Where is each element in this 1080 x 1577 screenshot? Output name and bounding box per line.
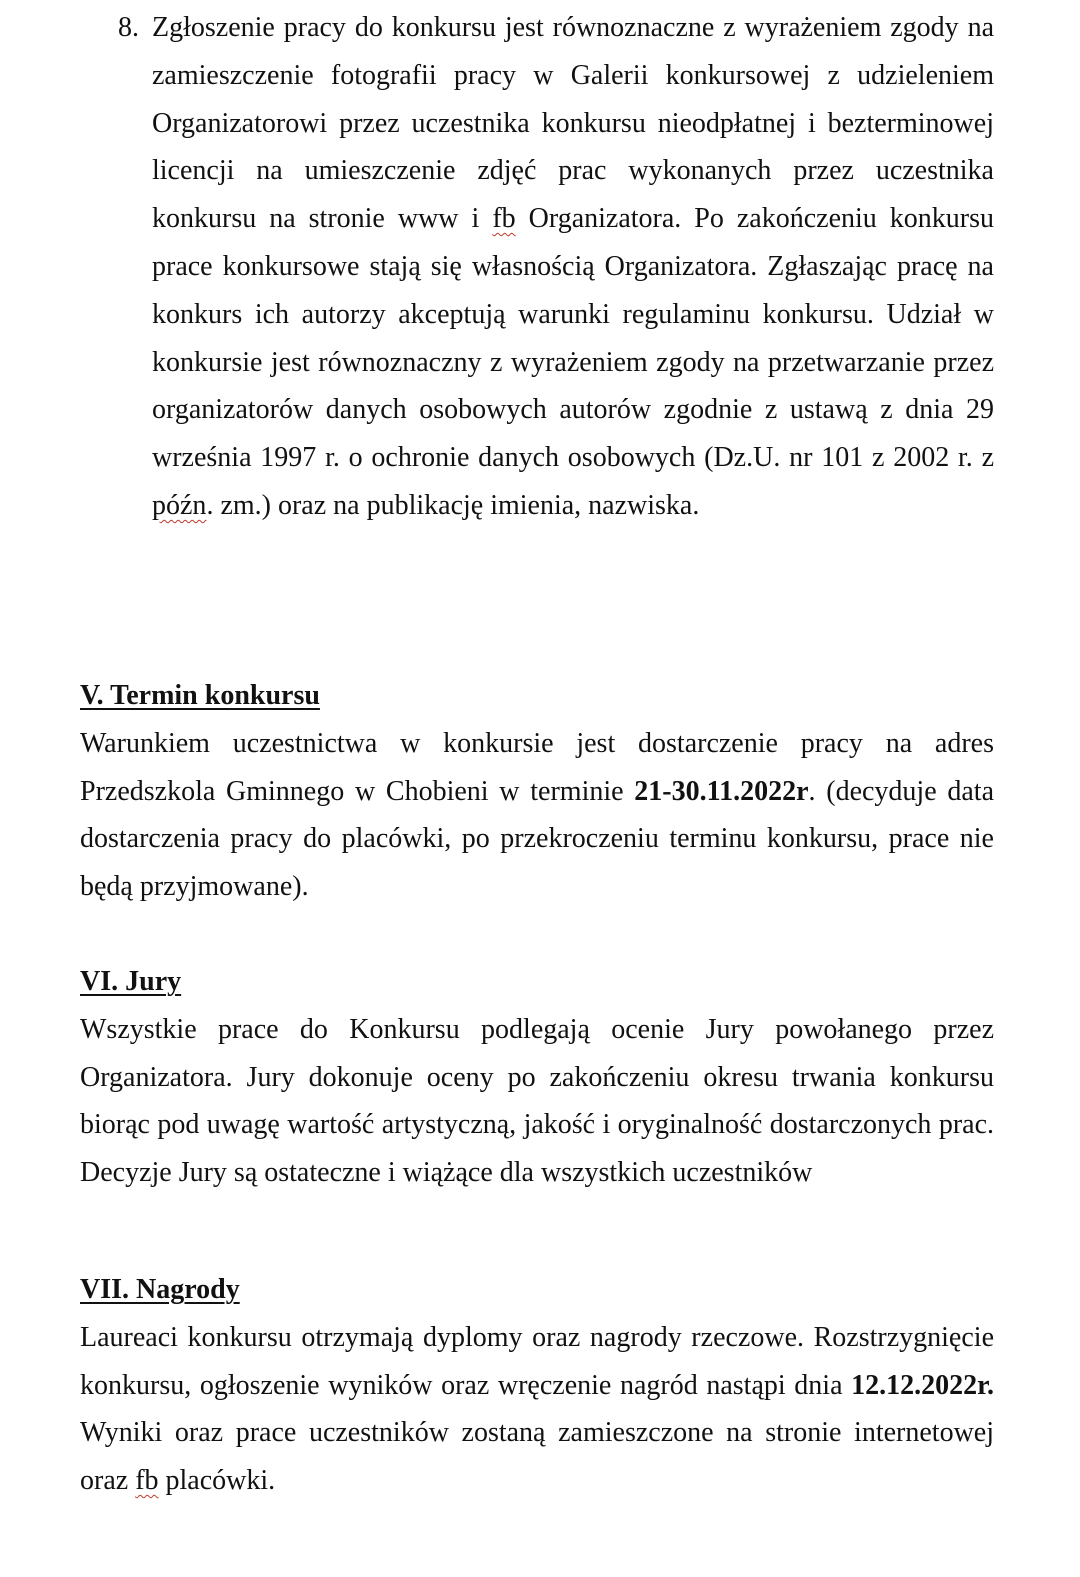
item-8-text-part-c: . zm.) oraz na publikację imienia, nazwiska. bbox=[206, 489, 700, 521]
section-termin bbox=[80, 672, 994, 911]
section-termin-text bbox=[80, 720, 994, 911]
list-item-8 bbox=[118, 4, 994, 530]
item-8-text-part-b: Organizatora. Po zakończeniu konkursu prace konkursowe stają się własnością Organizatora. Zgłaszając pracę na konkurs ich autorzy akceptują warunki regulaminu konkursu. Udział w konkursie jest równoznaczny z wyrażeniem zgody na przetwarzanie przez organizatorów danych osobowych autorów zgodnie z ustawą z dnia 29 września 1997 r. o ochronie danych osobowych (Dz.U. nr 101 z 2002 r. z bbox=[152, 203, 995, 474]
section-heading-termin: V. Termin konkursu bbox=[80, 680, 320, 711]
nagrody-text-part-c: placówki. bbox=[158, 1465, 276, 1497]
section-nagrody bbox=[80, 1266, 994, 1505]
section-heading-jury: VI. Jury bbox=[80, 966, 182, 997]
termin-text-part-b: . (decyduje data dostarczenia pracy do placówki, po przekroczeniu terminu konkursu, prace nie będą przyjmowane). bbox=[80, 775, 995, 903]
nagrody-date: 12.12.2022r. bbox=[851, 1369, 994, 1401]
item-8-text bbox=[152, 4, 994, 530]
spellcheck-word-pozn: późn bbox=[152, 489, 207, 521]
spellcheck-word-fb-2: fb bbox=[135, 1465, 159, 1497]
section-jury bbox=[80, 958, 994, 1197]
section-heading-nagrody: VII. Nagrody bbox=[80, 1274, 240, 1305]
item-8-text-part-a: Zgłoszenie pracy do konkursu jest równoznaczne z wyrażeniem zgody na zamieszczenie fotografii pracy w Galerii konkursowej z udzieleniem Organizatorowi przez uczestnika konkursu nieodpłatnej i bezterminowej licencji na umieszczenie zdjęć prac wykonanych przez uczestnika konkursu na stronie www i bbox=[152, 12, 994, 235]
nagrody-text-part-b: Wyniki oraz prace uczestników zostaną zamieszczone na stronie internetowej oraz bbox=[80, 1417, 994, 1497]
termin-date: 21-30.11.2022r bbox=[634, 775, 809, 807]
section-nagrody-text bbox=[80, 1314, 994, 1505]
nagrody-text-part-a: Laureaci konkursu otrzymają dyplomy oraz nagrody rzeczowe. Rozstrzygnięcie konkursu, ogłoszenie wyników oraz wręczenie nagród nastąpi dnia bbox=[80, 1321, 994, 1401]
item-number: 8. bbox=[118, 12, 139, 43]
section-jury-text: Wszystkie prace do Konkursu podlegają ocenie Jury powołanego przez Organizatora. Jury dokonuje oceny po zakończeniu okresu trwania konkursu biorąc pod uwagę wartość artystyczną, jakość i oryginalność dostarczonych prac. Decyzje Jury są ostateczne i wiążące dla wszystkich uczestników bbox=[80, 1013, 994, 1189]
termin-text-part-a: Warunkiem uczestnictwa w konkursie jest dostarczenie pracy na adres Przedszkola Gminnego w Chobieni w terminie bbox=[80, 727, 994, 807]
spellcheck-word-fb: fb bbox=[492, 203, 516, 235]
